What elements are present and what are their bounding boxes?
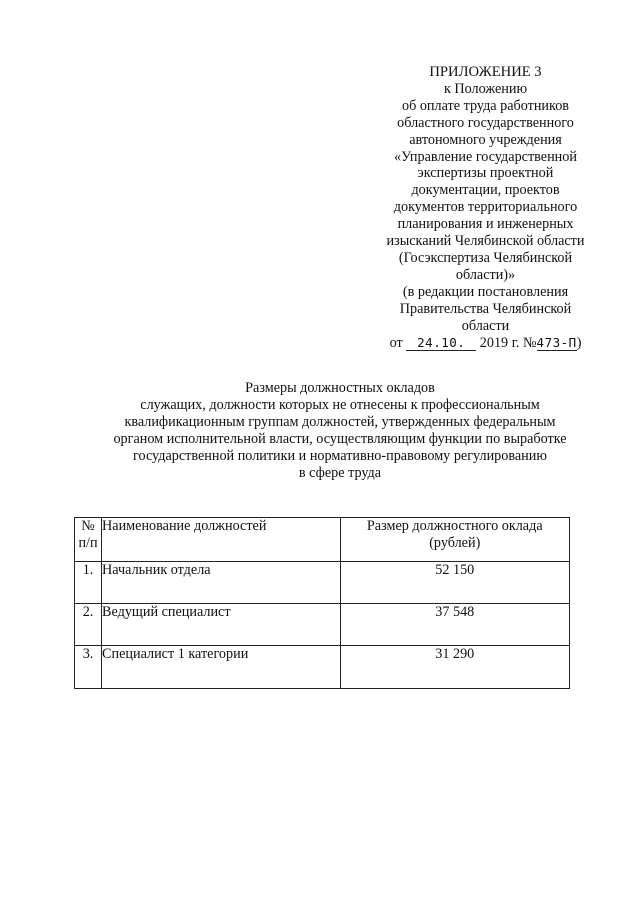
appendix-line: (Госэкспертиза Челябинской [398,249,573,266]
closing-paren: ) [576,334,582,351]
heading-line: служащих, должности которых не отнесены к профессиональным [140,397,540,414]
appendix-line: «Управление государственной [394,148,577,165]
header-number-label: п/п [78,535,98,551]
resolution-year: 2019 г. [479,334,520,351]
appendix-line: к Положению [443,80,528,97]
resolution-number: 473-П [536,334,577,350]
table-row [75,604,570,646]
heading-line: государственной политики и нормативно-правовому регулированию [133,448,547,465]
salary-table [74,517,570,689]
heading-title: Размеры должностных окладов [245,380,435,396]
appendix-block [358,64,613,351]
row-salary: 52 150 [340,562,569,604]
row-position: Начальник отдела [102,562,340,604]
number-prefix: № [523,334,537,351]
header-salary [340,518,569,562]
appendix-line: изысканий Челябинской области [386,233,585,250]
header-position: Наименование должностей [102,518,340,562]
heading-line: органом исполнительной власти, осуществляющим функции по выработке [113,431,567,448]
header-number-sign: № [81,518,95,534]
heading-line: квалификационным группам должностей, утвержденных федеральным [124,414,556,431]
appendix-line: области [461,317,510,334]
appendix-line: автономного учреждения [409,131,562,148]
heading-line: в сфере труда [298,465,382,482]
row-salary: 31 290 [340,646,569,689]
appendix-line: Правительства Челябинской [399,300,572,317]
row-number: 2. [75,604,102,646]
document-heading [60,380,620,483]
header-number [75,518,102,562]
header-salary-unit: (рублей) [429,535,481,551]
appendix-line: областного государственного [397,114,574,131]
table-row [75,646,570,689]
row-number: 1. [75,562,102,604]
appendix-line: документации, проектов [411,182,560,199]
date-prefix: от [389,334,403,351]
header-salary-title: Размер должностного оклада [366,518,543,534]
row-position: Ведущий специалист [102,604,340,646]
appendix-title: ПРИЛОЖЕНИЕ 3 [429,64,542,80]
resolution-date-line [358,335,613,352]
table-row [75,562,570,604]
appendix-line: документов территориального [393,199,578,216]
row-position: Специалист 1 категории [102,646,340,689]
appendix-line: об оплате труда работников [401,97,569,114]
table-header-row [75,518,570,562]
appendix-line: области)» [455,266,516,283]
appendix-line: (в редакции постановления [402,283,569,300]
row-salary: 37 548 [340,604,569,646]
row-number: 3. [75,646,102,689]
appendix-line: экспертизы проектной [417,165,554,182]
resolution-date: 24.10. [406,336,476,351]
appendix-line: планирования и инженерных [397,216,574,233]
